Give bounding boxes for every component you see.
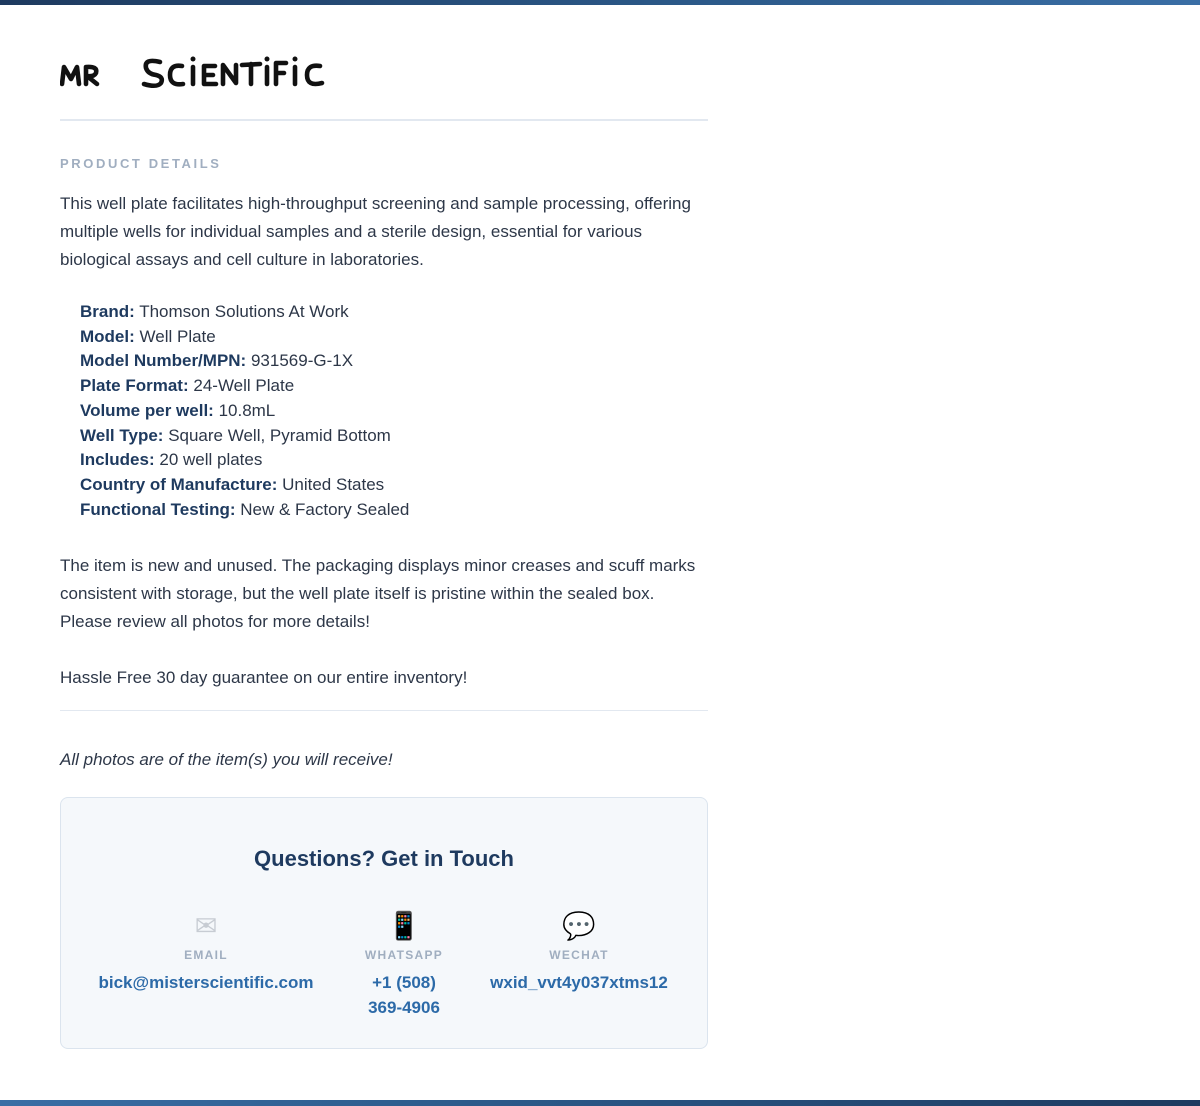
spec-key: Brand: bbox=[80, 302, 135, 321]
speech-bubble-icon: 💬 bbox=[562, 911, 596, 941]
contact-label: WECHAT bbox=[549, 948, 609, 962]
spec-item-volume bbox=[80, 399, 409, 424]
content-divider bbox=[60, 710, 708, 711]
spec-value: Well Plate bbox=[139, 326, 216, 346]
spec-item-mpn bbox=[80, 349, 409, 374]
spec-key: Plate Format: bbox=[80, 376, 189, 396]
spec-item-brand bbox=[80, 300, 409, 325]
email-link[interactable]: bick@misterscientific.com bbox=[98, 973, 314, 992]
spec-item-model bbox=[80, 325, 409, 350]
contact-title: Questions? Get in Touch bbox=[254, 846, 514, 871]
contact-whatsapp bbox=[354, 910, 454, 1020]
spec-key: Functional Testing: bbox=[80, 499, 236, 519]
contact-wechat bbox=[479, 910, 679, 995]
wechat-link[interactable]: wxid_vvt4y037xtms12 bbox=[490, 973, 668, 992]
spec-value: 24-Well Plate bbox=[193, 376, 295, 396]
spec-list bbox=[80, 300, 409, 522]
condition-text: The item is new and unused. The packaging displays minor creases and scuff marks consistent with storage, but the well plate itself is pristine within the sealed box. Please review all photos for more details! bbox=[60, 556, 696, 631]
top-accent-bar bbox=[0, 0, 1200, 5]
spec-key: Volume per well: bbox=[80, 400, 214, 420]
whatsapp-link[interactable]: +1 (508) 369-4906 bbox=[368, 973, 440, 1017]
photos-note: All photos are of the item(s) you will receive! bbox=[60, 750, 393, 769]
spec-value: Square Well, Pyramid Bottom bbox=[168, 425, 391, 445]
product-description: This well plate facilitates high-throughput screening and sample processing, offering multiple wells for individual samples and a sterile design, essential for various biological assays and cell culture in laboratories. bbox=[60, 194, 691, 269]
spec-value: Thomson Solutions At Work bbox=[139, 302, 349, 321]
mobile-phone-icon: 📱 bbox=[387, 911, 421, 941]
spec-value: New & Factory Sealed bbox=[240, 499, 410, 519]
header-divider bbox=[60, 119, 708, 121]
spec-key: Model Number/MPN: bbox=[80, 351, 247, 371]
spec-item-well-type bbox=[80, 424, 409, 449]
contact-box bbox=[60, 797, 708, 1049]
spec-value: 10.8mL bbox=[218, 400, 276, 420]
envelope-icon: ✉ bbox=[194, 911, 218, 941]
mr-scientific-logo bbox=[60, 48, 370, 98]
guarantee-text: Hassle Free 30 day guarantee on our entire inventory! bbox=[60, 668, 468, 687]
bottom-accent-bar bbox=[0, 1100, 1200, 1106]
section-label: PRODUCT DETAILS bbox=[60, 156, 222, 171]
spec-item-plate-format bbox=[80, 374, 409, 399]
spec-item-includes bbox=[80, 448, 409, 473]
spec-key: Model: bbox=[80, 326, 135, 346]
spec-key: Country of Manufacture: bbox=[80, 474, 278, 494]
spec-item-testing bbox=[80, 498, 409, 523]
spec-key: Includes: bbox=[80, 450, 155, 470]
contact-label: WHATSAPP bbox=[364, 948, 444, 962]
contact-email bbox=[91, 910, 321, 995]
spec-value: United States bbox=[282, 474, 385, 494]
spec-value: 931569-G-1X bbox=[250, 351, 354, 371]
spec-item-country bbox=[80, 473, 409, 498]
spec-value: 20 well plates bbox=[159, 450, 263, 470]
contact-label: EMAIL bbox=[184, 948, 228, 962]
spec-key: Well Type: bbox=[80, 425, 164, 445]
